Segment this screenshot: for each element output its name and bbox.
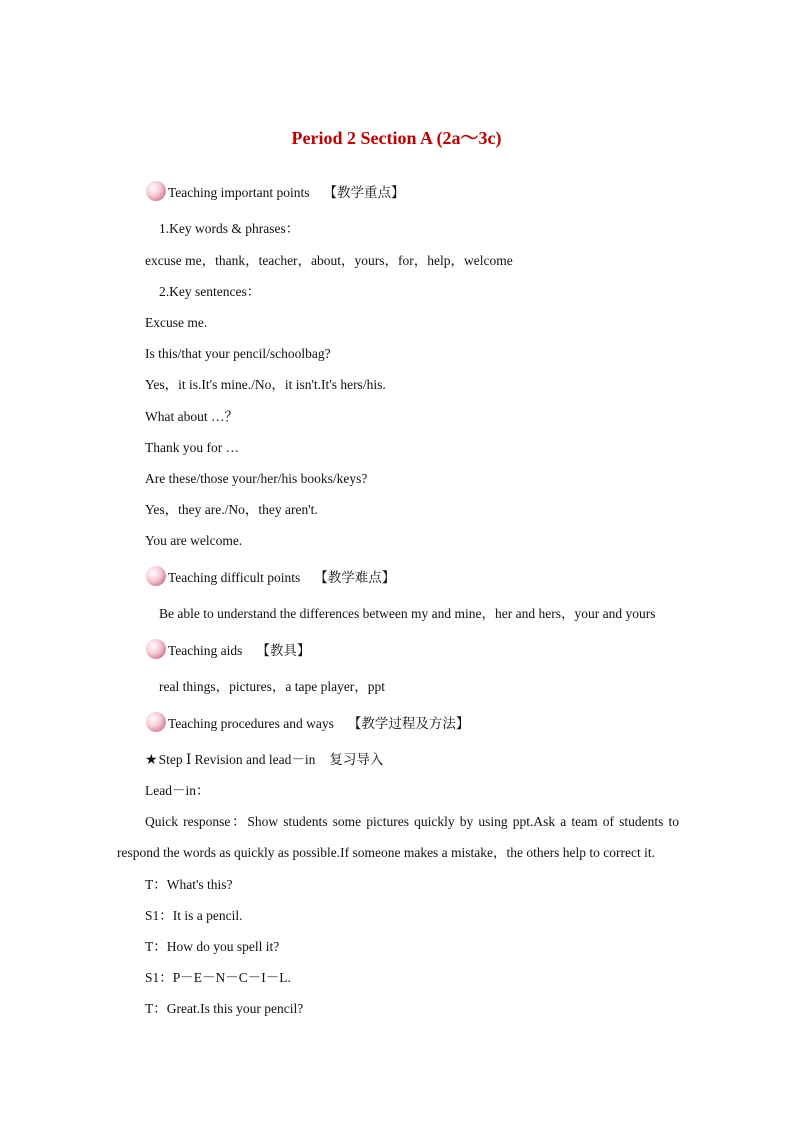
lead-in-label: Lead－in： xyxy=(145,783,210,798)
star-icon: ★ xyxy=(145,753,158,768)
sentence-line: What about …？ xyxy=(145,409,238,424)
heading-label: Teaching difficult points xyxy=(168,570,301,585)
sentence-line: Is this/that your pencil/schoolbag? xyxy=(145,346,331,361)
step-one-line xyxy=(145,751,383,770)
heading-label: Teaching procedures and ways xyxy=(168,716,334,731)
heading-teaching-aids xyxy=(145,638,310,660)
key-sentences-label: 2.Key sentences： xyxy=(159,284,261,299)
heading-label: Teaching aids xyxy=(168,643,243,658)
heading-cn: 【教学过程及方法】 xyxy=(347,716,470,731)
quick-response-paragraph: Quick response：Show students some pictures quickly by using ppt.Ask a team of students to respond the words as quickly as possible.If someone makes a mistake，the others help to correct it. xyxy=(117,814,679,860)
key-words-list: excuse me，thank，teacher，about，yours，for，help，welcome xyxy=(145,253,513,268)
heading-cn: 【教学重点】 xyxy=(323,185,405,200)
dialogue-line: T：How do you spell it? xyxy=(145,939,280,954)
sentence-line: Yes，they are./No，they aren't. xyxy=(145,502,318,517)
sentence-line: Excuse me. xyxy=(145,315,208,330)
dialogue-line: T：What's this? xyxy=(145,877,233,892)
dialogue-line: S1：It is a pencil. xyxy=(145,908,243,923)
page-title: Period 2 Section A (2a～3c) xyxy=(291,128,502,148)
step-cn: 复习导入 xyxy=(329,752,384,767)
sentence-line: Yes，it is.It's mine./No，it isn't.It's hers/his. xyxy=(145,377,386,392)
key-words-label: 1.Key words & phrases： xyxy=(159,221,300,236)
pink-bubble-icon xyxy=(145,638,167,660)
pink-bubble-icon xyxy=(145,565,167,587)
dialogue-line: S1：P－E－N－C－I－L. xyxy=(145,970,291,985)
sentence-line: You are welcome. xyxy=(145,533,243,548)
heading-cn: 【教具】 xyxy=(256,643,311,658)
sentence-line: Are these/those your/her/his books/keys? xyxy=(145,471,368,486)
heading-important-points xyxy=(145,180,405,202)
pink-bubble-icon xyxy=(145,180,167,202)
teaching-aids-text: real things，pictures，a tape player，ppt xyxy=(159,679,386,694)
step-title: Step Ⅰ Revision and lead－in xyxy=(158,752,316,767)
heading-label: Teaching important points xyxy=(168,185,310,200)
heading-cn: 【教学难点】 xyxy=(314,570,396,585)
heading-difficult-points xyxy=(145,565,395,587)
sentence-line: Thank you for … xyxy=(145,440,240,455)
pink-bubble-icon xyxy=(145,711,167,733)
heading-teaching-procedures xyxy=(145,711,469,733)
difficult-points-text: Be able to understand the differences between my and mine，her and hers，your and yours xyxy=(159,606,656,621)
dialogue-line: T：Great.Is this your pencil? xyxy=(145,1001,304,1016)
